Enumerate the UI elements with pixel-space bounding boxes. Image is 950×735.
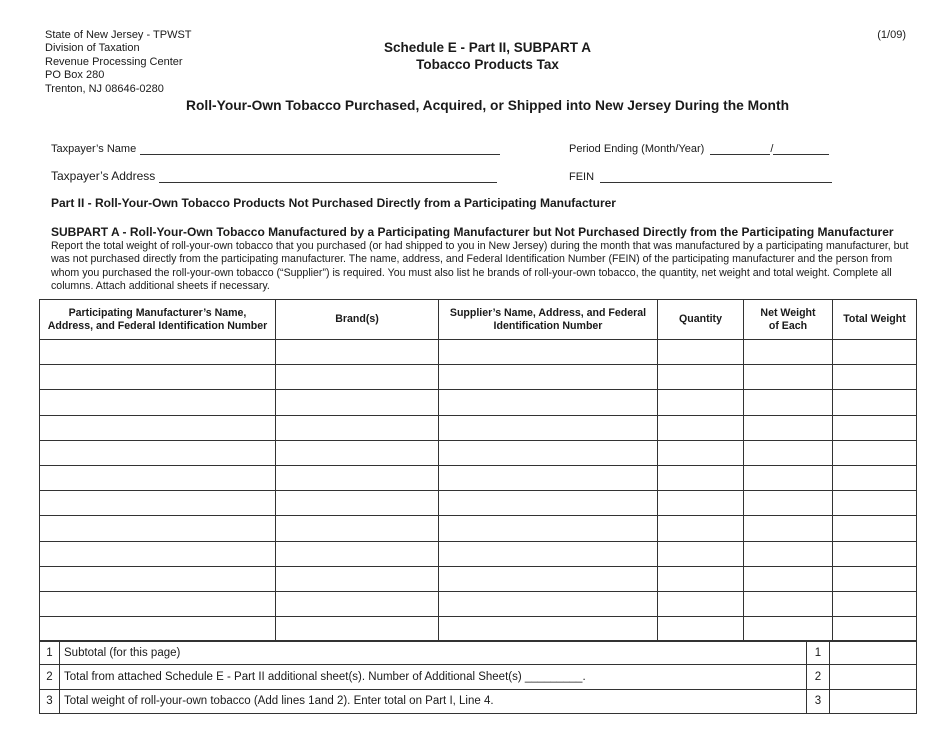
- totals-row-3: [40, 689, 917, 713]
- fein-row: [569, 170, 832, 183]
- line-number: 3: [40, 689, 60, 713]
- period-ending-label: Period Ending (Month/Year): [569, 143, 705, 155]
- total-weight-cell[interactable]: [833, 365, 917, 390]
- main-heading: Roll-Your-Own Tobacco Purchased, Acquired, or Shipped into New Jersey During the Month: [185, 98, 790, 113]
- schedule-title: Schedule E - Part II, SUBPART A: [383, 40, 592, 55]
- quantity-cell[interactable]: [658, 415, 744, 440]
- brand-cell[interactable]: [276, 440, 439, 465]
- net-weight-cell[interactable]: [744, 365, 833, 390]
- part2-heading: Part II - Roll-Your-Own Tobacco Products Not Purchased Directly from a Participating Manufacturer: [51, 196, 616, 210]
- quantity-cell[interactable]: [658, 365, 744, 390]
- brand-cell[interactable]: [276, 617, 439, 642]
- col-total-weight: Total Weight: [833, 300, 917, 340]
- net-weight-cell[interactable]: [744, 491, 833, 516]
- brand-cell[interactable]: [276, 591, 439, 616]
- supplier-cell[interactable]: [439, 340, 658, 365]
- taxpayer-address-label: Taxpayer’s Address: [51, 169, 156, 183]
- manufacturer-cell[interactable]: [40, 415, 276, 440]
- manufacturer-cell[interactable]: [40, 465, 276, 490]
- subpart-a-heading: SUBPART A - Roll-Your-Own Tobacco Manufactured by a Participating Manufacturer but Not Purchased Directly from the Participating Manufacturer: [51, 225, 894, 239]
- col-supplier-line1: Supplier’s Name, Address, and Federal: [449, 306, 647, 319]
- line-ref: 2: [807, 665, 830, 689]
- col-manufacturer: [40, 300, 276, 340]
- table-header-row: [40, 300, 917, 340]
- line-ref: 1: [807, 641, 830, 665]
- table-row: [40, 465, 917, 490]
- supplier-cell[interactable]: [439, 516, 658, 541]
- total-weight-amount-field[interactable]: [830, 689, 917, 713]
- line-label: Subtotal (for this page): [60, 641, 807, 665]
- quantity-cell[interactable]: [658, 491, 744, 516]
- manufacturer-cell[interactable]: [40, 541, 276, 566]
- supplier-cell[interactable]: [439, 440, 658, 465]
- col-net-weight-line2: of Each: [768, 319, 808, 332]
- table-row: [40, 390, 917, 415]
- supplier-cell[interactable]: [439, 390, 658, 415]
- quantity-cell[interactable]: [658, 617, 744, 642]
- table-row: [40, 566, 917, 591]
- col-supplier: [439, 300, 658, 340]
- table-row: [40, 415, 917, 440]
- manufacturer-cell[interactable]: [40, 440, 276, 465]
- agency-line: Division of Taxation: [45, 42, 140, 55]
- manufacturer-cell[interactable]: [40, 566, 276, 591]
- table-row: [40, 541, 917, 566]
- quantity-cell[interactable]: [658, 340, 744, 365]
- supplier-cell[interactable]: [439, 591, 658, 616]
- supplier-cell[interactable]: [439, 365, 658, 390]
- quantity-cell[interactable]: [658, 541, 744, 566]
- manufacturer-cell[interactable]: [40, 365, 276, 390]
- line-number: 2: [40, 665, 60, 689]
- taxpayer-address-row: [51, 169, 497, 183]
- net-weight-cell[interactable]: [744, 617, 833, 642]
- agency-line: Trenton, NJ 08646-0280: [45, 82, 164, 95]
- net-weight-cell[interactable]: [744, 541, 833, 566]
- table-row: [40, 516, 917, 541]
- col-quantity: Quantity: [658, 300, 744, 340]
- total-weight-cell[interactable]: [833, 415, 917, 440]
- brand-cell[interactable]: [276, 340, 439, 365]
- fein-label: FEIN: [569, 171, 595, 183]
- col-net-weight-line1: Net Weight: [760, 306, 816, 319]
- manufacturer-cell[interactable]: [40, 591, 276, 616]
- manufacturer-cell[interactable]: [40, 491, 276, 516]
- taxpayer-name-label: Taxpayer’s Name: [51, 143, 137, 155]
- period-separator: /: [770, 143, 774, 155]
- form-revision: (1/09): [877, 29, 906, 41]
- additional-sheets-amount-field[interactable]: [830, 665, 917, 689]
- supplier-cell[interactable]: [439, 415, 658, 440]
- manufacturer-cell[interactable]: [40, 617, 276, 642]
- schedule-title-block: [0, 39, 950, 73]
- net-weight-cell[interactable]: [744, 440, 833, 465]
- supplier-cell[interactable]: [439, 617, 658, 642]
- quantity-cell[interactable]: [658, 566, 744, 591]
- quantity-cell[interactable]: [658, 465, 744, 490]
- line-number: 1: [40, 641, 60, 665]
- brand-cell[interactable]: [276, 516, 439, 541]
- total-weight-cell[interactable]: [833, 491, 917, 516]
- taxpayer-name-field[interactable]: [140, 142, 500, 155]
- brand-cell[interactable]: [276, 365, 439, 390]
- totals-row-1: [40, 641, 917, 665]
- table-row: [40, 440, 917, 465]
- total-weight-cell[interactable]: [833, 617, 917, 642]
- quantity-cell[interactable]: [658, 516, 744, 541]
- fein-field[interactable]: [600, 170, 832, 183]
- col-manufacturer-line2: Address, and Federal Identification Number: [47, 319, 268, 332]
- quantity-cell[interactable]: [658, 591, 744, 616]
- table-row: [40, 591, 917, 616]
- manufacturer-cell[interactable]: [40, 340, 276, 365]
- supplier-cell[interactable]: [439, 465, 658, 490]
- manufacturer-cell[interactable]: [40, 516, 276, 541]
- net-weight-cell[interactable]: [744, 415, 833, 440]
- taxpayer-name-row: [51, 142, 500, 155]
- supplier-cell[interactable]: [439, 491, 658, 516]
- schedule-subtitle: Tobacco Products Tax: [416, 57, 559, 72]
- total-weight-cell[interactable]: [833, 566, 917, 591]
- table-row: [40, 340, 917, 365]
- quantity-cell[interactable]: [658, 390, 744, 415]
- table-row: [40, 491, 917, 516]
- supplier-cell[interactable]: [439, 541, 658, 566]
- manufacturer-cell[interactable]: [40, 390, 276, 415]
- brand-cell[interactable]: [276, 541, 439, 566]
- totals-row-2: [40, 665, 917, 689]
- total-weight-cell[interactable]: [833, 516, 917, 541]
- net-weight-cell[interactable]: [744, 390, 833, 415]
- brand-cell[interactable]: [276, 465, 439, 490]
- brand-cell[interactable]: [276, 415, 439, 440]
- entry-rows: [40, 340, 917, 642]
- quantity-cell[interactable]: [658, 440, 744, 465]
- table-row: [40, 365, 917, 390]
- agency-line: Revenue Processing Center: [45, 55, 183, 68]
- col-supplier-line2: Identification Number: [493, 319, 603, 332]
- net-weight-cell[interactable]: [744, 340, 833, 365]
- col-brands: Brand(s): [276, 300, 439, 340]
- col-net-weight: [744, 300, 833, 340]
- supplier-cell[interactable]: [439, 566, 658, 591]
- totals-table: [39, 640, 917, 714]
- agency-line: State of New Jersey - TPWST: [45, 29, 192, 41]
- total-weight-cell[interactable]: [833, 340, 917, 365]
- subtotal-amount-field[interactable]: [830, 641, 917, 665]
- net-weight-cell[interactable]: [744, 591, 833, 616]
- line-label: Total from attached Schedule E - Part II additional sheet(s). Number of Additional Sheet(s) _________.: [60, 665, 807, 689]
- net-weight-cell[interactable]: [744, 465, 833, 490]
- brand-cell[interactable]: [276, 491, 439, 516]
- period-year-field[interactable]: [773, 142, 829, 155]
- purchases-table: [39, 299, 917, 642]
- agency-line: PO Box 280: [45, 69, 105, 82]
- col-manufacturer-line1: Participating Manufacturer’s Name,: [68, 306, 247, 319]
- taxpayer-address-field[interactable]: [159, 170, 497, 183]
- table-row: [40, 617, 917, 642]
- period-month-field[interactable]: [710, 142, 770, 155]
- brand-cell[interactable]: [276, 390, 439, 415]
- line-label: Total weight of roll-your-own tobacco (Add lines 1and 2). Enter total on Part I, Line 4.: [60, 689, 807, 713]
- total-weight-cell[interactable]: [833, 591, 917, 616]
- total-weight-cell[interactable]: [833, 390, 917, 415]
- total-weight-cell[interactable]: [833, 440, 917, 465]
- total-weight-cell[interactable]: [833, 465, 917, 490]
- period-ending-row: [569, 142, 829, 155]
- total-weight-cell[interactable]: [833, 541, 917, 566]
- net-weight-cell[interactable]: [744, 566, 833, 591]
- brand-cell[interactable]: [276, 566, 439, 591]
- net-weight-cell[interactable]: [744, 516, 833, 541]
- instructions-paragraph: Report the total weight of roll-your-own tobacco that you purchased (or had shipped to you in New Jersey) during the month that was manufactured by a participating manufacturer, but was not purchased directly from the participating manufacturer. The name, address, and Federal Identification Number (FEIN) of the participating manufacturer and the person from whom you purchased the roll-your-own tobacco (“Supplier”) is required. You must also list he brands of roll-your-own tobacco, the quantity, net weight and total weight. Complete all columns. Attach additional sheets if necessary.: [51, 240, 909, 292]
- line-ref: 3: [807, 689, 830, 713]
